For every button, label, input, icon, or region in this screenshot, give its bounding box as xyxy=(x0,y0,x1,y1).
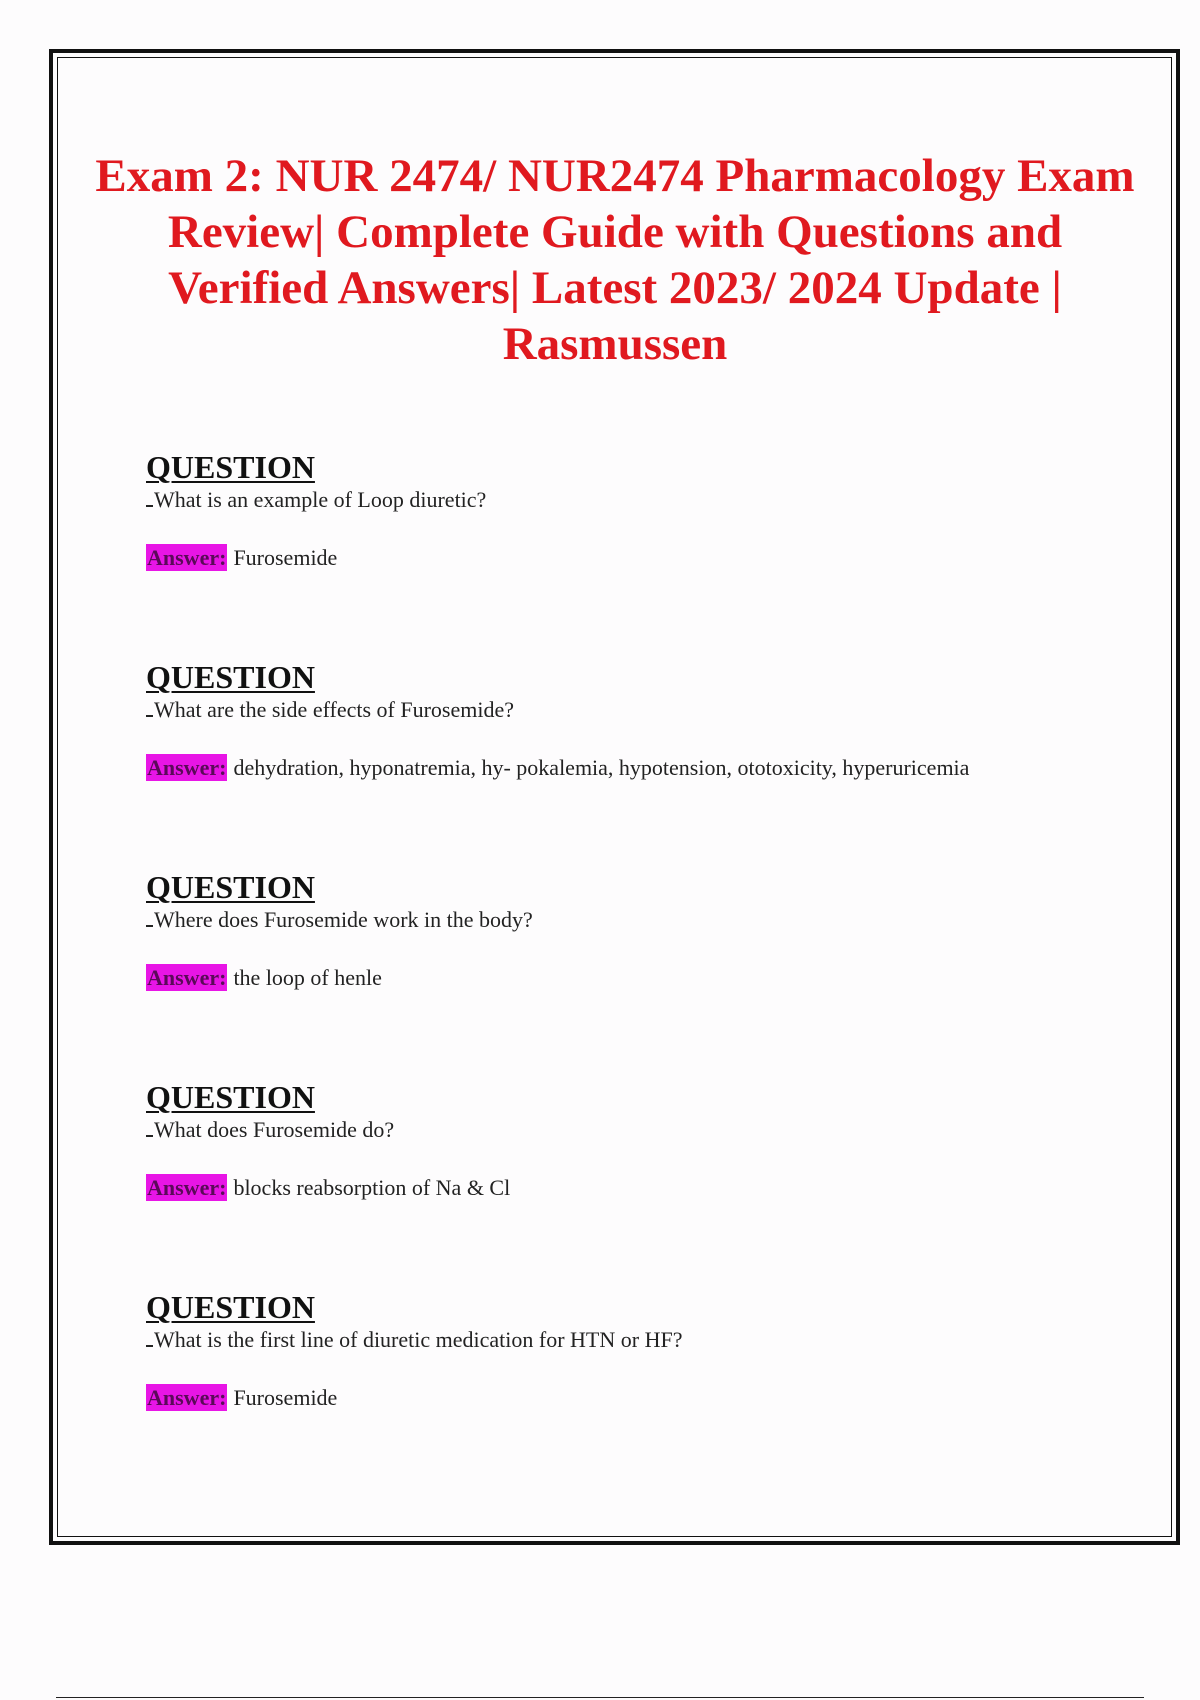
qa-list xyxy=(146,450,1146,1500)
answer-label: Answer: xyxy=(147,755,227,780)
dash-mark xyxy=(146,1119,153,1137)
answer-text: dehydration, hyponatremia, hy- pokalemia, hypotension, ototoxicity, hyperuricemia xyxy=(233,755,970,780)
question-text xyxy=(146,906,1146,934)
answer-text: Furosemide xyxy=(233,545,338,570)
dash-mark xyxy=(146,909,153,927)
qa-item xyxy=(146,1080,1146,1290)
qa-item xyxy=(146,870,1146,1080)
answer-line xyxy=(146,754,1146,782)
document-title: Exam 2: NUR 2474/ NUR2474 Pharmacology Exam Review| Complete Guide with Questions and Verified Answers| Latest 2023/ 2024 Update | Rasmussen xyxy=(95,150,1135,370)
answer-label: Answer: xyxy=(147,1175,227,1200)
question-text xyxy=(146,696,1146,724)
answer-text: Furosemide xyxy=(233,1385,338,1410)
question-text-value: Where does Furosemide work in the body? xyxy=(154,907,533,932)
question-heading: QUESTION xyxy=(146,869,315,905)
question-text xyxy=(146,1326,1146,1354)
question-text xyxy=(146,486,1146,514)
answer-line xyxy=(146,1384,1146,1412)
question-heading: QUESTION xyxy=(146,1289,315,1325)
question-text-value: What is an example of Loop diuretic? xyxy=(154,487,487,512)
answer-line xyxy=(146,964,1146,992)
question-heading: QUESTION xyxy=(146,659,315,695)
dash-mark xyxy=(146,489,153,507)
question-text-value: What does Furosemide do? xyxy=(154,1117,395,1142)
answer-label: Answer: xyxy=(147,1385,227,1410)
footer-divider xyxy=(56,1697,1144,1698)
question-heading: QUESTION xyxy=(146,449,315,485)
answer-text: the loop of henle xyxy=(233,965,382,990)
dash-mark xyxy=(146,1329,153,1347)
answer-label: Answer: xyxy=(147,545,227,570)
question-text-value: What is the first line of diuretic medication for HTN or HF? xyxy=(154,1327,683,1352)
answer-line xyxy=(146,544,1146,572)
answer-label: Answer: xyxy=(147,965,227,990)
answer-text: blocks reabsorption of Na & Cl xyxy=(233,1175,511,1200)
qa-item xyxy=(146,660,1146,870)
question-heading: QUESTION xyxy=(146,1079,315,1115)
dash-mark xyxy=(146,699,153,717)
question-text xyxy=(146,1116,1146,1144)
qa-item xyxy=(146,1290,1146,1500)
question-text-value: What are the side effects of Furosemide? xyxy=(154,697,515,722)
qa-item xyxy=(146,450,1146,660)
answer-line xyxy=(146,1174,1146,1202)
